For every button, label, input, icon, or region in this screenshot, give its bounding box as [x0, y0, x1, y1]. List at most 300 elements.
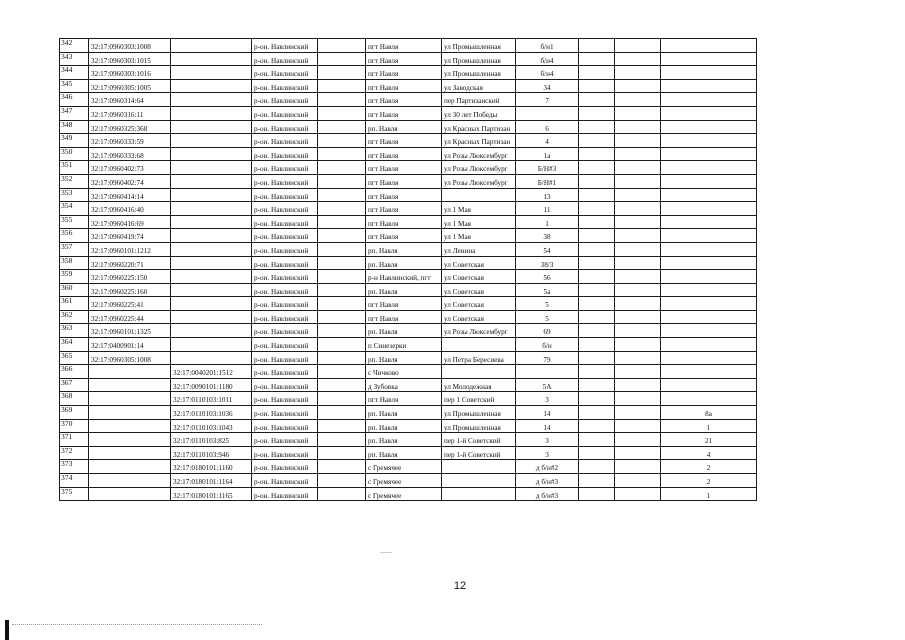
locality-cell: с Гремячее: [366, 474, 442, 488]
locality-cell: рп. Навля: [366, 242, 442, 256]
extra-cell-1: [579, 174, 615, 188]
extra-cell-3: [661, 256, 757, 270]
extra-cell-2: [615, 310, 661, 324]
empty-cell: [318, 106, 366, 120]
row-number-cell: 353: [60, 188, 89, 202]
street-cell: ул Розы Люксембург: [442, 324, 516, 338]
table-row: [60, 378, 757, 392]
cadastral-number-cell: 32:17:0960333:68: [89, 147, 171, 161]
empty-cell: [318, 229, 366, 243]
locality-cell: рп. Навля: [366, 433, 442, 447]
extra-cell-3: [661, 229, 757, 243]
extra-cell-2: [615, 120, 661, 134]
house-number-cell: 54: [516, 242, 579, 256]
row-number-cell: 354: [60, 202, 89, 216]
locality-cell: п Синезерки: [366, 338, 442, 352]
empty-cell: [318, 324, 366, 338]
locality-cell: пгт Навля: [366, 174, 442, 188]
extra-cell-1: [579, 39, 615, 53]
cadastral-number-cell: 32:17:0960414:14: [89, 188, 171, 202]
street-cell: ул 1 Мая: [442, 202, 516, 216]
empty-cell: [318, 446, 366, 460]
empty-cell: [318, 433, 366, 447]
extra-cell-2: [615, 188, 661, 202]
table-row: [60, 147, 757, 161]
cadastral-number-cell: 32:17:0960314:64: [89, 93, 171, 107]
extra-cell-1: [579, 242, 615, 256]
locality-cell: рп. Навля: [366, 283, 442, 297]
extra-cell-2: [615, 270, 661, 284]
street-cell: ул Ленина: [442, 242, 516, 256]
cadastral-number-cell: 32:17:0960316:11: [89, 106, 171, 120]
locality-cell: с Гремячее: [366, 460, 442, 474]
house-number-cell: 34: [516, 79, 579, 93]
extra-cell-3: [661, 39, 757, 53]
table-row: [60, 174, 757, 188]
table-row: [60, 365, 757, 379]
locality-cell: с Чичково: [366, 365, 442, 379]
district-cell: р-он. Навлинский: [252, 460, 318, 474]
extra-cell-3: 1: [661, 487, 757, 501]
locality-cell: рп. Навля: [366, 324, 442, 338]
street-cell: ул Советская: [442, 270, 516, 284]
cadastral-number-alt-cell: 32:17:0110103:1043: [171, 419, 252, 433]
row-number-cell: 344: [60, 66, 89, 80]
cadastral-number-alt-cell: [171, 310, 252, 324]
locality-cell: рп. Навля: [366, 406, 442, 420]
cadastral-number-alt-cell: [171, 93, 252, 107]
extra-cell-1: [579, 270, 615, 284]
locality-cell: пгт Навля: [366, 310, 442, 324]
table-row: [60, 120, 757, 134]
extra-cell-2: [615, 229, 661, 243]
extra-cell-1: [579, 446, 615, 460]
cadastral-number-alt-cell: 32:17:0180101:1164: [171, 474, 252, 488]
extra-cell-2: [615, 338, 661, 352]
row-number-cell: 364: [60, 338, 89, 352]
street-cell: ул Советская: [442, 310, 516, 324]
row-number-cell: 366: [60, 365, 89, 379]
district-cell: р-он. Навлинский: [252, 324, 318, 338]
cadastral-number-cell: 32:17:0960402:73: [89, 161, 171, 175]
empty-cell: [318, 270, 366, 284]
street-cell: [442, 188, 516, 202]
row-number-cell: 362: [60, 310, 89, 324]
empty-cell: [318, 161, 366, 175]
district-cell: р-он. Навлинский: [252, 297, 318, 311]
cadastral-number-alt-cell: [171, 134, 252, 148]
empty-cell: [318, 202, 366, 216]
extra-cell-1: [579, 106, 615, 120]
district-cell: р-он. Навлинский: [252, 474, 318, 488]
row-number-cell: 373: [60, 460, 89, 474]
house-number-cell: 5: [516, 310, 579, 324]
extra-cell-1: [579, 215, 615, 229]
extra-cell-3: [661, 215, 757, 229]
district-cell: р-он. Навлинский: [252, 52, 318, 66]
locality-cell: пгт Навля: [366, 202, 442, 216]
cadastral-number-cell: 32:17:0960225:41: [89, 297, 171, 311]
cadastral-number-alt-cell: 32:17:0090101:1180: [171, 378, 252, 392]
row-number-cell: 371: [60, 433, 89, 447]
cadastral-number-cell: 32:17:0960303:1016: [89, 66, 171, 80]
cadastral-number-cell: 32:17:0960325:368: [89, 120, 171, 134]
empty-cell: [318, 93, 366, 107]
extra-cell-2: [615, 433, 661, 447]
house-number-cell: 14: [516, 406, 579, 420]
table-row: [60, 270, 757, 284]
extra-cell-1: [579, 324, 615, 338]
cadastral-number-cell: [89, 460, 171, 474]
extra-cell-3: 1: [661, 419, 757, 433]
row-number-cell: 346: [60, 93, 89, 107]
extra-cell-3: [661, 297, 757, 311]
district-cell: р-он. Навлинский: [252, 215, 318, 229]
extra-cell-2: [615, 419, 661, 433]
row-number-cell: 370: [60, 419, 89, 433]
row-number-cell: 365: [60, 351, 89, 365]
extra-cell-3: [661, 66, 757, 80]
table-row: [60, 392, 757, 406]
row-number-cell: 357: [60, 242, 89, 256]
extra-cell-2: [615, 202, 661, 216]
table-row: [60, 52, 757, 66]
extra-cell-1: [579, 378, 615, 392]
house-number-cell: 5а: [516, 283, 579, 297]
empty-cell: [318, 283, 366, 297]
row-number-cell: 360: [60, 283, 89, 297]
row-number-cell: 351: [60, 161, 89, 175]
empty-cell: [318, 351, 366, 365]
extra-cell-3: [661, 324, 757, 338]
table-row: [60, 106, 757, 120]
cadastral-number-cell: [89, 365, 171, 379]
district-cell: р-он. Навлинский: [252, 147, 318, 161]
extra-cell-3: [661, 242, 757, 256]
table-row: [60, 161, 757, 175]
extra-cell-3: 8а: [661, 406, 757, 420]
empty-cell: [318, 406, 366, 420]
empty-cell: [318, 378, 366, 392]
cadastral-number-alt-cell: 32:17:0110103:1011: [171, 392, 252, 406]
house-number-cell: д б/н#2: [516, 460, 579, 474]
extra-cell-2: [615, 106, 661, 120]
scan-edge-mark: [5, 620, 9, 640]
extra-cell-3: [661, 392, 757, 406]
extra-cell-2: [615, 283, 661, 297]
extra-cell-1: [579, 460, 615, 474]
extra-cell-2: [615, 52, 661, 66]
empty-cell: [318, 66, 366, 80]
extra-cell-3: [661, 378, 757, 392]
row-number-cell: 374: [60, 474, 89, 488]
extra-cell-2: [615, 242, 661, 256]
extra-cell-1: [579, 202, 615, 216]
table-row: [60, 66, 757, 80]
district-cell: р-он. Навлинский: [252, 242, 318, 256]
row-number-cell: 361: [60, 297, 89, 311]
house-number-cell: 3: [516, 392, 579, 406]
cadastral-number-cell: 32:17:0960220:71: [89, 256, 171, 270]
table-row: [60, 202, 757, 216]
cadastral-number-cell: 32:17:0960225:160: [89, 283, 171, 297]
extra-cell-3: [661, 202, 757, 216]
street-cell: [442, 474, 516, 488]
extra-cell-2: [615, 297, 661, 311]
row-number-cell: 369: [60, 406, 89, 420]
street-cell: ул Розы Люксембург: [442, 161, 516, 175]
locality-cell: пгт Навля: [366, 147, 442, 161]
row-number-cell: 367: [60, 378, 89, 392]
table-row: [60, 297, 757, 311]
extra-cell-2: [615, 256, 661, 270]
table-row: [60, 283, 757, 297]
cadastral-number-cell: 32:17:0960333:59: [89, 134, 171, 148]
table-row: [60, 460, 757, 474]
extra-cell-2: [615, 79, 661, 93]
extra-cell-2: [615, 39, 661, 53]
empty-cell: [318, 215, 366, 229]
extra-cell-3: [661, 134, 757, 148]
house-number-cell: 7: [516, 93, 579, 107]
registry-table: [59, 38, 757, 501]
house-number-cell: 38: [516, 229, 579, 243]
cadastral-number-alt-cell: 32:17:0180101:1160: [171, 460, 252, 474]
extra-cell-2: [615, 147, 661, 161]
extra-cell-2: [615, 487, 661, 501]
street-cell: ул Петра Бересиева: [442, 351, 516, 365]
street-cell: ул Промышленная: [442, 419, 516, 433]
empty-cell: [318, 256, 366, 270]
house-number-cell: б/н: [516, 338, 579, 352]
row-number-cell: 345: [60, 79, 89, 93]
street-cell: ул Розы Люксембург: [442, 147, 516, 161]
district-cell: р-он. Навлинский: [252, 406, 318, 420]
cadastral-number-cell: [89, 446, 171, 460]
extra-cell-1: [579, 310, 615, 324]
extra-cell-3: [661, 338, 757, 352]
district-cell: р-он. Навлинский: [252, 378, 318, 392]
district-cell: р-он. Навлинский: [252, 419, 318, 433]
street-cell: ул Советская: [442, 283, 516, 297]
district-cell: р-он. Навлинский: [252, 365, 318, 379]
extra-cell-2: [615, 406, 661, 420]
street-cell: [442, 460, 516, 474]
cadastral-number-alt-cell: [171, 106, 252, 120]
extra-cell-1: [579, 474, 615, 488]
street-cell: ул Промышленная: [442, 66, 516, 80]
empty-cell: [318, 419, 366, 433]
cadastral-number-alt-cell: 32:17:0110103:946: [171, 446, 252, 460]
cadastral-number-cell: 32:17:0960416:40: [89, 202, 171, 216]
house-number-cell: б/н1: [516, 39, 579, 53]
table-row: [60, 406, 757, 420]
extra-cell-1: [579, 433, 615, 447]
district-cell: р-он. Навлинский: [252, 446, 318, 460]
extra-cell-3: 2: [661, 460, 757, 474]
extra-cell-3: [661, 161, 757, 175]
table-row: [60, 446, 757, 460]
cadastral-number-alt-cell: [171, 79, 252, 93]
locality-cell: рп. Навля: [366, 120, 442, 134]
cadastral-number-cell: 32:17:0960419:74: [89, 229, 171, 243]
empty-cell: [318, 79, 366, 93]
cadastral-number-alt-cell: [171, 229, 252, 243]
table-row: [60, 242, 757, 256]
district-cell: р-он. Навлинский: [252, 202, 318, 216]
empty-cell: [318, 188, 366, 202]
district-cell: р-он. Навлинский: [252, 310, 318, 324]
cadastral-number-cell: 32:17:0960402:74: [89, 174, 171, 188]
house-number-cell: 79: [516, 351, 579, 365]
house-number-cell: 5А: [516, 378, 579, 392]
cadastral-number-alt-cell: 32:17:0110103:825: [171, 433, 252, 447]
district-cell: р-он. Навлинский: [252, 188, 318, 202]
empty-cell: [318, 460, 366, 474]
extra-cell-2: [615, 378, 661, 392]
extra-cell-1: [579, 487, 615, 501]
extra-cell-3: [661, 270, 757, 284]
house-number-cell: б/н4: [516, 52, 579, 66]
street-cell: ул 1 Мая: [442, 229, 516, 243]
table-row: [60, 79, 757, 93]
house-number-cell: 11: [516, 202, 579, 216]
empty-cell: [318, 242, 366, 256]
page-number: 12: [453, 580, 467, 592]
extra-cell-3: [661, 106, 757, 120]
extra-cell-2: [615, 174, 661, 188]
house-number-cell: 6: [516, 120, 579, 134]
locality-cell: р-н Навлинский, пгт: [366, 270, 442, 284]
empty-cell: [318, 134, 366, 148]
locality-cell: пгт Навля: [366, 134, 442, 148]
cadastral-number-alt-cell: [171, 202, 252, 216]
table-row: [60, 310, 757, 324]
house-number-cell: [516, 106, 579, 120]
extra-cell-2: [615, 474, 661, 488]
street-cell: ул 1 Мая: [442, 215, 516, 229]
extra-cell-2: [615, 365, 661, 379]
extra-cell-1: [579, 283, 615, 297]
row-number-cell: 358: [60, 256, 89, 270]
table-row: [60, 338, 757, 352]
empty-cell: [318, 310, 366, 324]
district-cell: р-он. Навлинский: [252, 487, 318, 501]
street-cell: пер 1-й Советский: [442, 433, 516, 447]
extra-cell-3: [661, 310, 757, 324]
locality-cell: пгт Навля: [366, 215, 442, 229]
extra-cell-1: [579, 79, 615, 93]
empty-cell: [318, 174, 366, 188]
house-number-cell: 3: [516, 446, 579, 460]
cadastral-number-alt-cell: [171, 147, 252, 161]
street-cell: пер Партизанский: [442, 93, 516, 107]
extra-cell-2: [615, 161, 661, 175]
house-number-cell: д б/н#3: [516, 487, 579, 501]
street-cell: ул Красных Партизан: [442, 120, 516, 134]
street-cell: ул Советская: [442, 297, 516, 311]
empty-cell: [318, 365, 366, 379]
cadastral-number-alt-cell: [171, 351, 252, 365]
house-number-cell: Б/Н#3: [516, 161, 579, 175]
house-number-cell: 3: [516, 433, 579, 447]
cadastral-number-cell: 32:17:0400901:14: [89, 338, 171, 352]
house-number-cell: 56: [516, 270, 579, 284]
empty-cell: [318, 474, 366, 488]
extra-cell-2: [615, 324, 661, 338]
house-number-cell: 5: [516, 297, 579, 311]
table-row: [60, 93, 757, 107]
cadastral-number-alt-cell: 32:17:0040201:1512: [171, 365, 252, 379]
locality-cell: рп. Навля: [366, 446, 442, 460]
locality-cell: рп. Навля: [366, 419, 442, 433]
table-row: [60, 351, 757, 365]
cadastral-number-cell: 32:17:0960225:150: [89, 270, 171, 284]
row-number-cell: 352: [60, 174, 89, 188]
row-number-cell: 343: [60, 52, 89, 66]
empty-cell: [318, 39, 366, 53]
empty-cell: [318, 297, 366, 311]
street-cell: ул Молодежная: [442, 378, 516, 392]
locality-cell: д Зубовка: [366, 378, 442, 392]
district-cell: р-он. Навлинский: [252, 270, 318, 284]
street-cell: ул Промышленная: [442, 52, 516, 66]
cadastral-number-alt-cell: [171, 120, 252, 134]
house-number-cell: б/н4: [516, 66, 579, 80]
cadastral-number-cell: [89, 378, 171, 392]
extra-cell-1: [579, 161, 615, 175]
row-number-cell: 368: [60, 392, 89, 406]
table-body: [60, 39, 757, 501]
extra-cell-1: [579, 406, 615, 420]
street-cell: ул Советская: [442, 256, 516, 270]
table-row: [60, 433, 757, 447]
house-number-cell: 1а: [516, 147, 579, 161]
cadastral-number-alt-cell: [171, 174, 252, 188]
cadastral-number-cell: 32:17:0960225:44: [89, 310, 171, 324]
cadastral-number-cell: [89, 406, 171, 420]
row-number-cell: 350: [60, 147, 89, 161]
row-number-cell: 347: [60, 106, 89, 120]
row-number-cell: 359: [60, 270, 89, 284]
extra-cell-1: [579, 351, 615, 365]
street-cell: пер 1 Советский: [442, 392, 516, 406]
extra-cell-2: [615, 66, 661, 80]
cadastral-number-alt-cell: 32:17:0180101:1165: [171, 487, 252, 501]
cadastral-number-alt-cell: [171, 338, 252, 352]
house-number-cell: 4: [516, 134, 579, 148]
scan-dash-artifact: [380, 552, 392, 553]
locality-cell: пгт Навля: [366, 66, 442, 80]
row-number-cell: 355: [60, 215, 89, 229]
locality-cell: с Гремячее: [366, 487, 442, 501]
extra-cell-3: [661, 351, 757, 365]
cadastral-number-alt-cell: [171, 52, 252, 66]
locality-cell: пгт Навля: [366, 106, 442, 120]
cadastral-number-cell: 32:17:0960101:1212: [89, 242, 171, 256]
cadastral-number-cell: 32:17:0960303:1008: [89, 39, 171, 53]
extra-cell-3: [661, 174, 757, 188]
extra-cell-1: [579, 392, 615, 406]
street-cell: [442, 338, 516, 352]
row-number-cell: 342: [60, 39, 89, 53]
district-cell: р-он. Навлинский: [252, 66, 318, 80]
row-number-cell: 348: [60, 120, 89, 134]
table-row: [60, 256, 757, 270]
locality-cell: пгт Навля: [366, 79, 442, 93]
house-number-cell: 69: [516, 324, 579, 338]
street-cell: ул Промышленная: [442, 406, 516, 420]
